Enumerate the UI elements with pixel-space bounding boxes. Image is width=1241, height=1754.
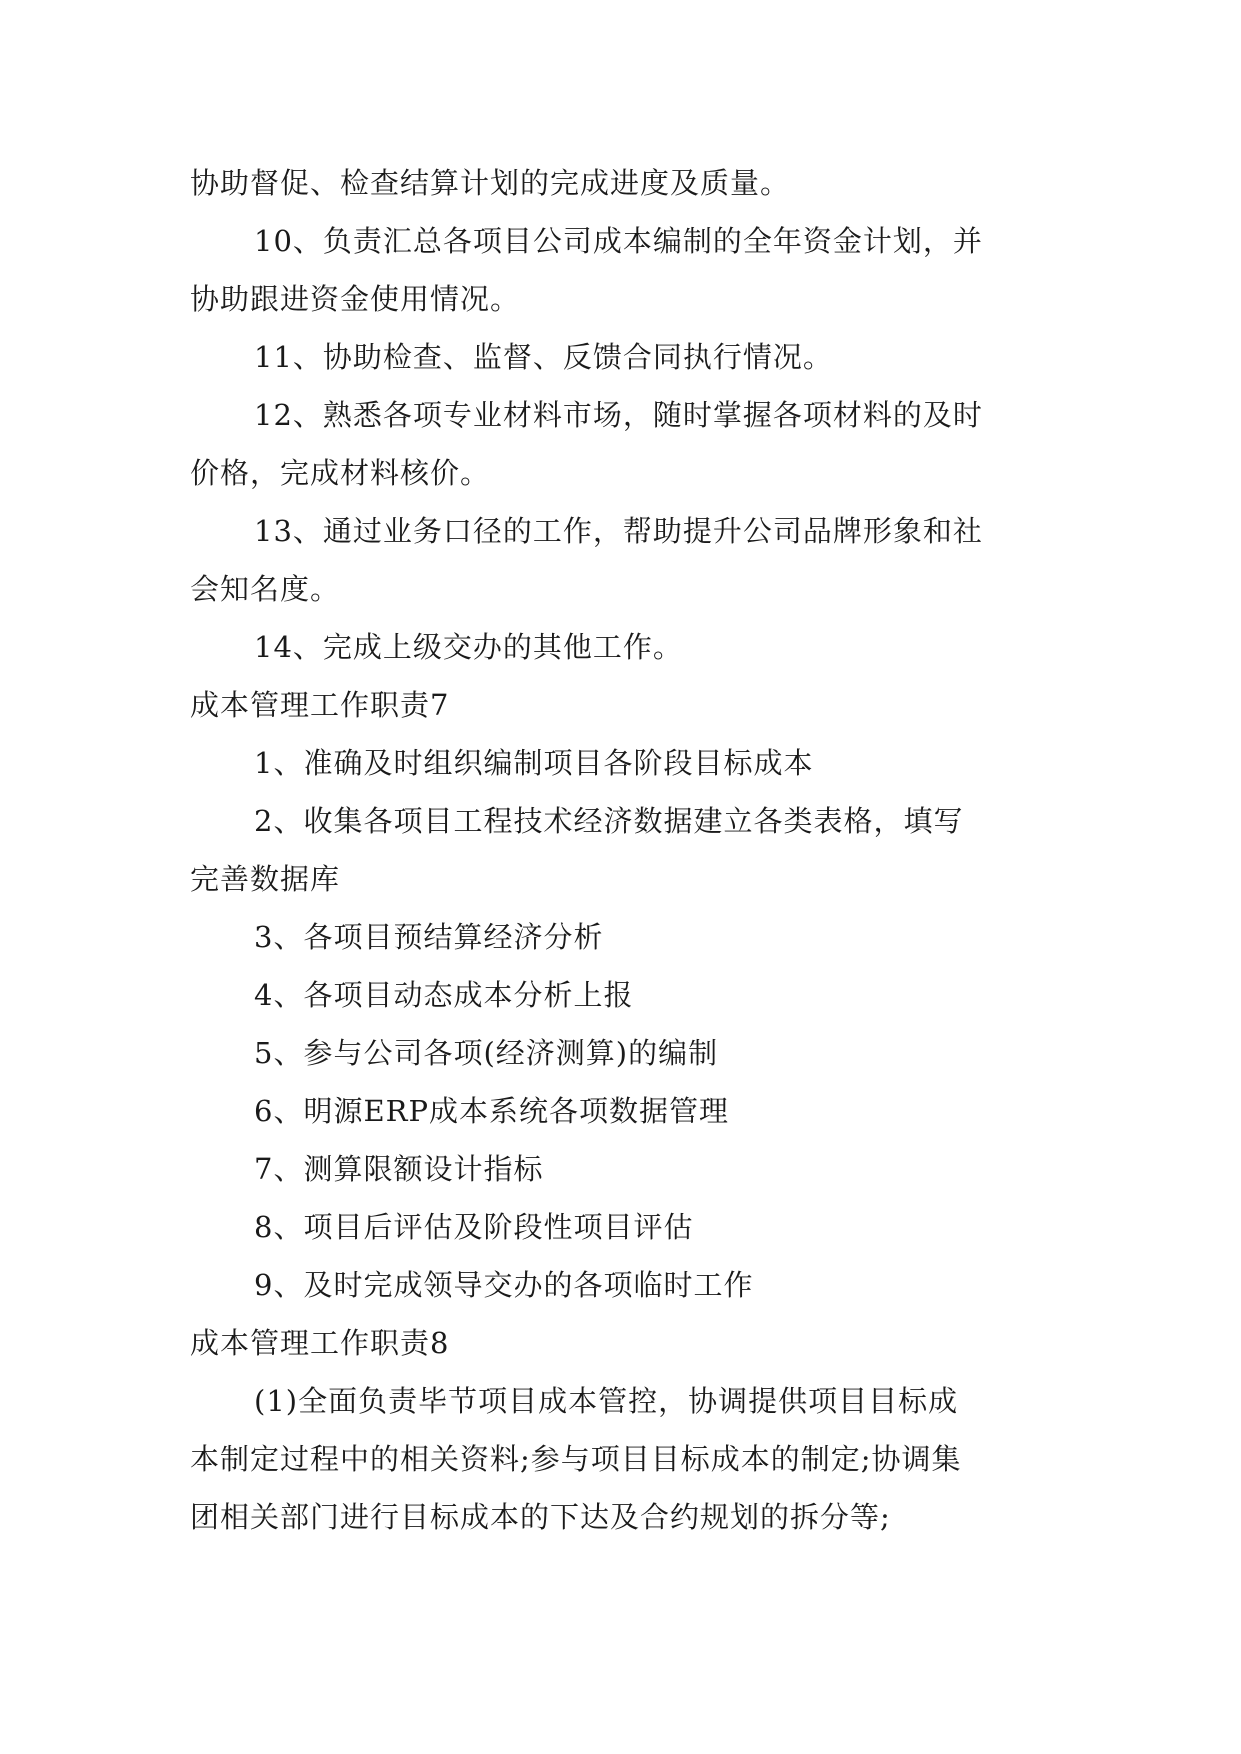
text-line: 8、项目后评估及阶段性项目评估 (254, 1210, 694, 1244)
text-line: 完善数据库 (190, 862, 341, 896)
text-line: 团相关部门进行目标成本的下达及合约规划的拆分等; (190, 1500, 891, 1534)
text-line: 7、测算限额设计指标 (254, 1152, 544, 1186)
text-line: 10、负责汇总各项目公司成本编制的全年资金计划，并 (254, 224, 983, 258)
section-heading: 成本管理工作职责8 (190, 1326, 450, 1360)
text-line: 协助督促、检查结算计划的完成进度及质量。 (190, 166, 791, 200)
text-line: 1、准确及时组织编制项目各阶段目标成本 (254, 746, 814, 780)
text-line: 5、参与公司各项(经济测算)的编制 (254, 1036, 719, 1070)
text-line: 14、完成上级交办的其他工作。 (254, 630, 683, 664)
text-line: 9、及时完成领导交办的各项临时工作 (254, 1268, 754, 1302)
text-line: 12、熟悉各项专业材料市场，随时掌握各项材料的及时 (254, 398, 983, 432)
text-line: 4、各项目动态成本分析上报 (254, 978, 634, 1012)
text-line: 协助跟进资金使用情况。 (190, 282, 521, 316)
text-line: 价格，完成材料核价。 (190, 456, 491, 490)
text-line: 11、协助检查、监督、反馈合同执行情况。 (254, 340, 833, 374)
text-line: 2、收集各项目工程技术经济数据建立各类表格，填写 (254, 804, 964, 838)
section-heading: 成本管理工作职责7 (190, 688, 450, 722)
text-line: (1)全面负责毕节项目成本管控，协调提供项目目标成 (254, 1384, 959, 1418)
text-line: 13、通过业务口径的工作，帮助提升公司品牌形象和社 (254, 514, 983, 548)
text-line: 本制定过程中的相关资料;参与项目目标成本的制定;协调集 (190, 1442, 962, 1476)
text-line: 6、明源ERP成本系统各项数据管理 (254, 1094, 729, 1128)
text-line: 3、各项目预结算经济分析 (254, 920, 604, 954)
text-line: 会知名度。 (190, 572, 341, 606)
document-body (190, 154, 1058, 1546)
